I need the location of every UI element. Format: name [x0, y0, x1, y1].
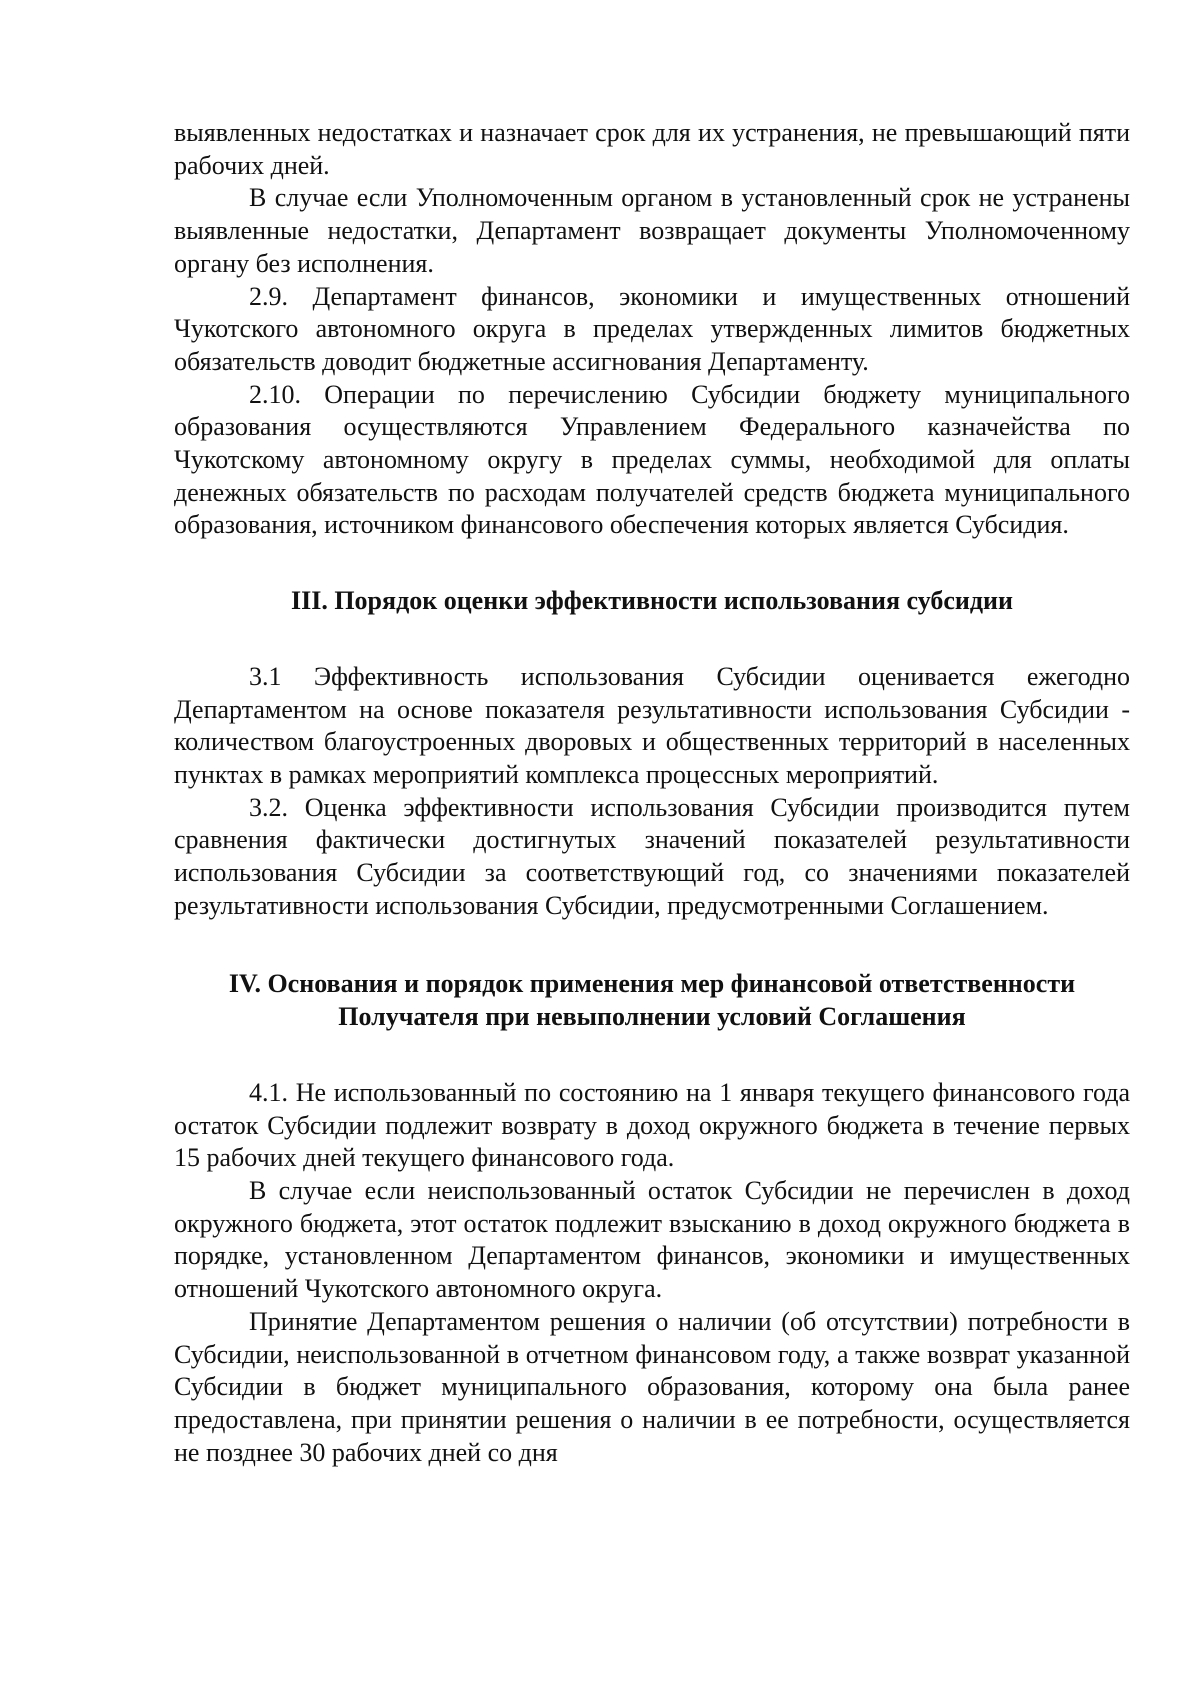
section-4-heading [174, 968, 1130, 1033]
paragraph-2-10: 2.10. Операции по перечислению Субсидии бюджету муниципального образования осуществляются Управлением Федерального казначейства по Чукотскому автономному округу в пределах суммы, необходимой для оплаты денежных обязательств по расходам получателей средств бюджета муниципального образования, источником финансового обеспечения которых является Субсидия. [174, 379, 1130, 540]
section-4-heading-line-1: IV. Основания и порядок применения мер финансовой ответственности [228, 969, 1076, 999]
paragraph-continuation: выявленных недостатках и назначает срок для их устранения, не превышающий пяти рабочих дней. [174, 118, 1130, 180]
paragraph-unpaid-balance: В случае если неиспользованный остаток Субсидии не перечислен в доход окружного бюджета, этот остаток подлежит взысканию в доход окружного бюджета в порядке, установленном Департаментом финансов, экономики и имущественных отношений Чукотского автономного округа. [174, 1175, 1130, 1304]
section-3-heading: III. Порядок оценки эффективности использования субсидии [290, 586, 1014, 616]
paragraph-4-1: 4.1. Не использованный по состоянию на 1 января текущего финансового года остаток Субсидии подлежит возврату в доход окружного бюджета в течение первых 15 рабочих дней текущего финансового года. [174, 1077, 1130, 1173]
paragraph-need-decision: Принятие Департаментом решения о наличии (об отсутствии) потребности в Субсидии, неиспользованной в отчетном финансовом году, а также возврат указанной Субсидии в бюджет муниципального образования, которому она была ранее предоставлена, при принятии решения о наличии в ее потребности, осуществляется не позднее 30 рабочих дней со дня [174, 1306, 1130, 1467]
paragraph-3-2: 3.2. Оценка эффективности использования Субсидии производится путем сравнения фактически достигнутых значений показателей результативности использования Субсидии за соответствующий год, со значениями показателей результативности использования Субсидии, предусмотренными Соглашением. [174, 792, 1130, 920]
paragraph-3-1: 3.1 Эффективность использования Субсидии оценивается ежегодно Департаментом на основе показателя результативности использования Субсидии - количеством благоустроенных дворовых и общественных территорий в населенных пунктах в рамках мероприятий комплекса процессных мероприятий. [174, 661, 1130, 789]
document-page [174, 117, 1130, 1469]
paragraph-2-9: 2.9. Департамент финансов, экономики и имущественных отношений Чукотского автономного округа в пределах утвержденных лимитов бюджетных обязательств доводит бюджетные ассигнования Департаменту. [174, 281, 1130, 376]
section-4-heading-line-2: Получателя при невыполнении условий Соглашения [338, 1002, 966, 1032]
paragraph-uncorrected-deficiencies: В случае если Уполномоченным органом в установленный срок не устранены выявленные недостатки, Департамент возвращает документы Уполномоченному органу без исполнения. [174, 183, 1130, 278]
